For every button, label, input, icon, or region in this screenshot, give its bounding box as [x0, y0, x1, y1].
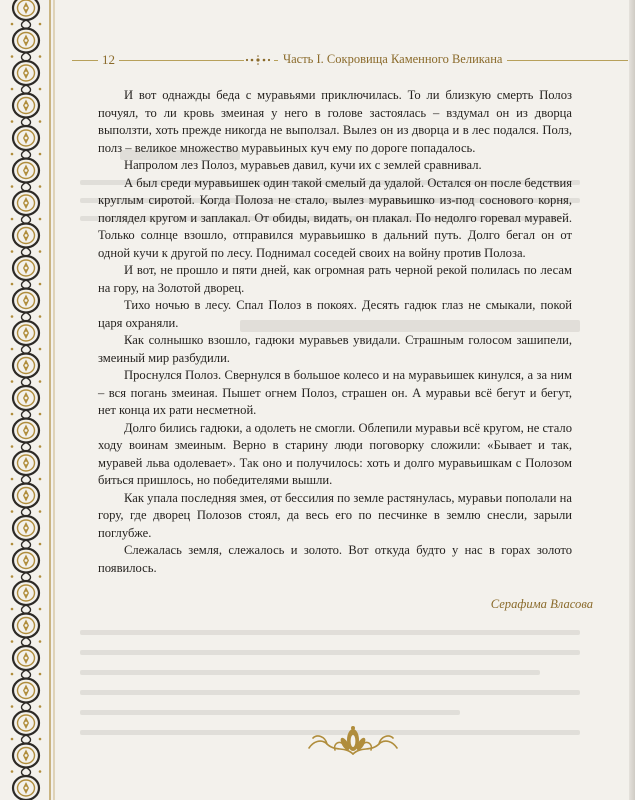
border-medallion-icon	[11, 256, 42, 289]
border-medallion-icon	[11, 29, 42, 62]
paragraph: Как солнышко взошло, гадюки муравьев увидали. Страшным голосом зашипели, змеиный мир разбудили.	[98, 333, 572, 365]
part-title: Часть I. Сокровища Каменного Великана	[278, 52, 507, 67]
paragraph: Напролом лез Полоз, муравьев давил, кучи их с землей сравнивал.	[124, 158, 482, 172]
paragraph: Проснулся Полоз. Свернулся в большое колесо и на муравьишек кинулся, а за ним – вся погань змеиная. Пышет огнем Полоз, страшен он. А муравьи всё бегут и бегут, нет конца их рати несметной.	[98, 368, 572, 417]
border-medallion-icon	[11, 159, 42, 192]
floral-ornament-icon	[305, 724, 401, 758]
border-medallion-icon	[11, 484, 42, 517]
border-medallion-icon	[11, 321, 42, 354]
border-medallion-icon	[11, 0, 42, 29]
border-medallion-icon	[11, 516, 42, 549]
story-text	[98, 87, 572, 577]
paragraph: А был среди муравьишек один такой смелый да удалой. Остался он после бедствия круглым сиротой. Когда Полоза не стало, вылез муравьишко из-под соснового корня, поглядел кругом и заплакал. От обиды, видать, он плакал. По недолго горевал муравей. Только солнце взошло, отправился муравьишко в дальний путь. Долго бегал он от одной кучи к другой по лесу. Поднимал соседей своих на войну против Полоза.	[98, 175, 572, 260]
border-medallion-icon	[11, 354, 42, 387]
border-medallion-icon	[11, 419, 42, 452]
border-medallion-icon	[11, 289, 42, 322]
border-medallion-icon	[11, 581, 42, 614]
running-header	[72, 49, 628, 73]
page-number: 12	[98, 52, 119, 68]
border-medallion-icon	[11, 224, 42, 257]
border-medallion-icon	[11, 776, 42, 800]
page-edge	[629, 0, 635, 800]
border-medallion-icon	[11, 451, 42, 484]
paragraph: Как упала последняя змея, от бессилия по земле растянулась, муравьи пополали на гору, где дворец Полозов стоял, да весь его по песчинке в землю снесли, зарыли поглубже.	[98, 490, 572, 540]
dot-ornament-icon	[244, 53, 274, 67]
paragraph: Тихо ночью в лесу. Спал Полоз в покоях. Десять гадюк глаз не смыкали, покой царя охраняли.	[98, 298, 572, 330]
paragraph: Слежалась земля, слежалось и золото. Вот откуда будто у нас в горах золото появилось.	[98, 543, 572, 575]
paragraph: И вот, не прошло и пяти дней, как огромная рать черной рекой полилась по лесам на гору, на Золотой дворец.	[98, 263, 572, 295]
border-medallion-icon	[11, 679, 42, 712]
border-medallion-icon	[11, 126, 42, 159]
border-medallion-icon	[11, 191, 42, 224]
author-signature: Серафима Власова	[490, 597, 593, 611]
border-medallion-icon	[11, 744, 42, 777]
border-medallion-icon	[11, 646, 42, 679]
paragraph: И вот однажды беда с муравьями приключилась. То ли близкую смерть Полоз почуял, то ли кровь змеиная у него в голове застоялась – вздумал он из дворца выползти, хоть прежде никогда не выползал. Вылез он из дворца и в лес подался. Полз, полз – великое множество муравьиных куч ему по дороге попадалось.	[98, 88, 572, 155]
border-medallion-icon	[11, 711, 42, 744]
border-medallion-icon	[11, 61, 42, 94]
ornamental-border	[2, 0, 64, 800]
border-medallion-icon	[11, 94, 42, 127]
border-medallion-icon	[11, 549, 42, 582]
border-medallion-icon	[11, 386, 42, 419]
border-medallion-icon	[11, 614, 42, 647]
paragraph: Долго бились гадюки, а одолеть не смогли. Облепили муравьи всё кругом, не стало ходу воинам змеиным. Верно в старину люди поговорку сложили: «Бывает и так, муравей льва одолевает». Так оно и получилось: хоть и долго муравьишкам с Полозом биться пришлось, но победителями вышли.	[98, 420, 572, 487]
